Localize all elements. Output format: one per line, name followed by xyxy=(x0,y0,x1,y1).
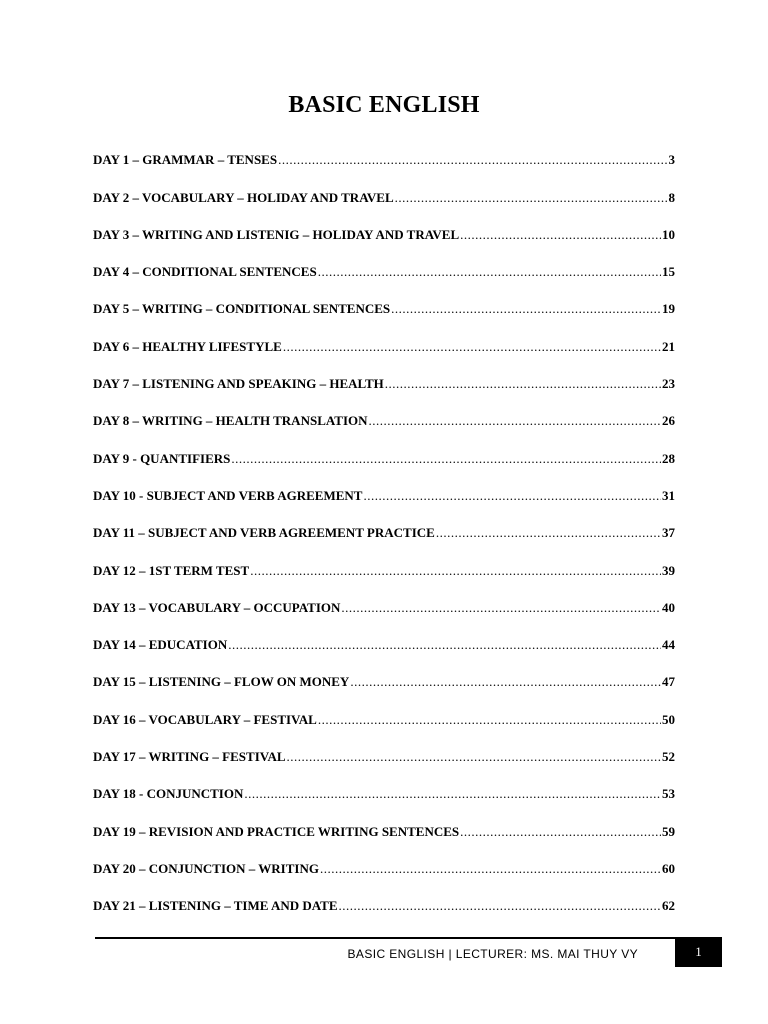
toc-entry-page: 50 xyxy=(662,711,675,727)
toc-entry-title: DAY 16 – VOCABULARY – FESTIVAL xyxy=(93,711,317,727)
toc-entry-page: 28 xyxy=(662,450,675,466)
toc-entry-day-19[interactable] xyxy=(93,815,675,852)
toc-entry-title: DAY 13 – VOCABULARY – OCCUPATION xyxy=(93,599,341,615)
toc-entry-day-1[interactable] xyxy=(93,144,675,181)
toc-entry-page: 19 xyxy=(662,301,675,317)
toc-dot-leader xyxy=(278,152,667,168)
toc-dot-leader xyxy=(350,674,661,690)
toc-entry-day-21[interactable] xyxy=(93,890,675,927)
toc-entry-title: DAY 8 – WRITING – HEALTH TRANSLATION xyxy=(93,413,368,429)
toc-dot-leader xyxy=(385,376,661,392)
toc-dot-leader xyxy=(231,451,661,467)
page-number-box xyxy=(675,937,722,967)
toc-dot-leader xyxy=(320,861,661,877)
toc-dot-leader xyxy=(339,898,661,914)
toc-entry-page: 62 xyxy=(662,898,675,914)
toc-entry-title: DAY 1 – GRAMMAR – TENSES xyxy=(93,152,278,168)
toc-dot-leader xyxy=(228,637,661,653)
toc-entry-page: 37 xyxy=(662,525,675,541)
toc-entry-title: DAY 4 – CONDITIONAL SENTENCES xyxy=(93,264,317,280)
toc-entry-title: DAY 7 – LISTENING AND SPEAKING – HEALTH xyxy=(93,376,384,392)
toc-entry-title: DAY 14 – EDUCATION xyxy=(93,637,228,653)
toc-entry-title: DAY 21 – LISTENING – TIME AND DATE xyxy=(93,898,338,914)
toc-dot-leader xyxy=(436,525,661,541)
toc-entry-day-14[interactable] xyxy=(93,629,675,666)
footer-text: BASIC ENGLISH | LECTURER: MS. MAI THUY VY xyxy=(347,947,638,961)
toc-entry-day-17[interactable] xyxy=(93,741,675,778)
toc-entry-day-10[interactable] xyxy=(93,480,675,517)
toc-entry-day-4[interactable] xyxy=(93,256,675,293)
toc-entry-day-13[interactable] xyxy=(93,592,675,629)
toc-dot-leader xyxy=(391,301,661,317)
toc-entry-day-15[interactable] xyxy=(93,666,675,703)
toc-entry-day-18[interactable] xyxy=(93,778,675,815)
toc-entry-page: 10 xyxy=(662,226,675,242)
toc-dot-leader xyxy=(318,264,661,280)
toc-entry-day-12[interactable] xyxy=(93,554,675,591)
toc-dot-leader xyxy=(363,488,661,504)
toc-entry-title: DAY 10 - SUBJECT AND VERB AGREEMENT xyxy=(93,487,363,503)
toc-entry-title: DAY 3 – WRITING AND LISTENIG – HOLIDAY AND TRAVEL xyxy=(93,226,460,242)
footer-divider xyxy=(95,937,675,939)
toc-entry-day-8[interactable] xyxy=(93,405,675,442)
toc-dot-leader xyxy=(283,339,661,355)
toc-dot-leader xyxy=(460,824,661,840)
page-number: 1 xyxy=(695,944,702,959)
toc-dot-leader xyxy=(318,712,661,728)
toc-entry-page: 60 xyxy=(662,860,675,876)
toc-entry-day-6[interactable] xyxy=(93,330,675,367)
toc-entry-page: 23 xyxy=(662,376,675,392)
toc-dot-leader xyxy=(250,563,661,579)
toc-dot-leader xyxy=(244,786,661,802)
toc-entry-page: 39 xyxy=(662,562,675,578)
toc-entry-day-2[interactable] xyxy=(93,181,675,218)
toc-entry-page: 59 xyxy=(662,823,675,839)
toc-entry-page: 31 xyxy=(662,487,675,503)
toc-dot-leader xyxy=(341,600,661,616)
toc-dot-leader xyxy=(460,227,661,243)
toc-entry-day-16[interactable] xyxy=(93,703,675,740)
toc-entry-page: 47 xyxy=(662,674,675,690)
toc-entry-day-11[interactable] xyxy=(93,517,675,554)
toc-entry-title: DAY 9 - QUANTIFIERS xyxy=(93,450,231,466)
toc-entry-title: DAY 19 – REVISION AND PRACTICE WRITING SENTENCES xyxy=(93,823,460,839)
toc-entry-title: DAY 6 – HEALTHY LIFESTYLE xyxy=(93,338,282,354)
toc-entry-page: 52 xyxy=(662,749,675,765)
toc-entry-day-5[interactable] xyxy=(93,293,675,330)
toc-entry-title: DAY 17 – WRITING – FESTIVAL xyxy=(93,749,286,765)
toc-entry-day-7[interactable] xyxy=(93,368,675,405)
toc-dot-leader xyxy=(287,749,661,765)
toc-entry-page: 44 xyxy=(662,637,675,653)
toc-entry-title: DAY 11 – SUBJECT AND VERB AGREEMENT PRACTICE xyxy=(93,525,435,541)
toc-entry-day-9[interactable] xyxy=(93,442,675,479)
toc-entry-page: 8 xyxy=(668,189,675,205)
toc-entry-page: 53 xyxy=(662,786,675,802)
toc-entry-page: 21 xyxy=(662,338,675,354)
page-title: BASIC ENGLISH xyxy=(288,92,480,118)
toc-entry-page: 3 xyxy=(668,152,675,168)
toc-entry-title: DAY 5 – WRITING – CONDITIONAL SENTENCES xyxy=(93,301,391,317)
toc-entry-title: DAY 15 – LISTENING – FLOW ON MONEY xyxy=(93,674,350,690)
toc-dot-leader xyxy=(369,413,661,429)
toc-entry-title: DAY 12 – 1ST TERM TEST xyxy=(93,562,250,578)
toc-dot-leader xyxy=(395,190,668,206)
toc-entry-day-20[interactable] xyxy=(93,853,675,890)
toc-entry-page: 40 xyxy=(662,599,675,615)
toc-entry-page: 26 xyxy=(662,413,675,429)
table-of-contents xyxy=(93,144,675,927)
toc-entry-page: 15 xyxy=(662,264,675,280)
toc-entry-day-3[interactable] xyxy=(93,219,675,256)
toc-entry-title: DAY 20 – CONJUNCTION – WRITING xyxy=(93,860,319,876)
toc-entry-title: DAY 2 – VOCABULARY – HOLIDAY AND TRAVEL xyxy=(93,189,394,205)
toc-entry-title: DAY 18 - CONJUNCTION xyxy=(93,786,244,802)
